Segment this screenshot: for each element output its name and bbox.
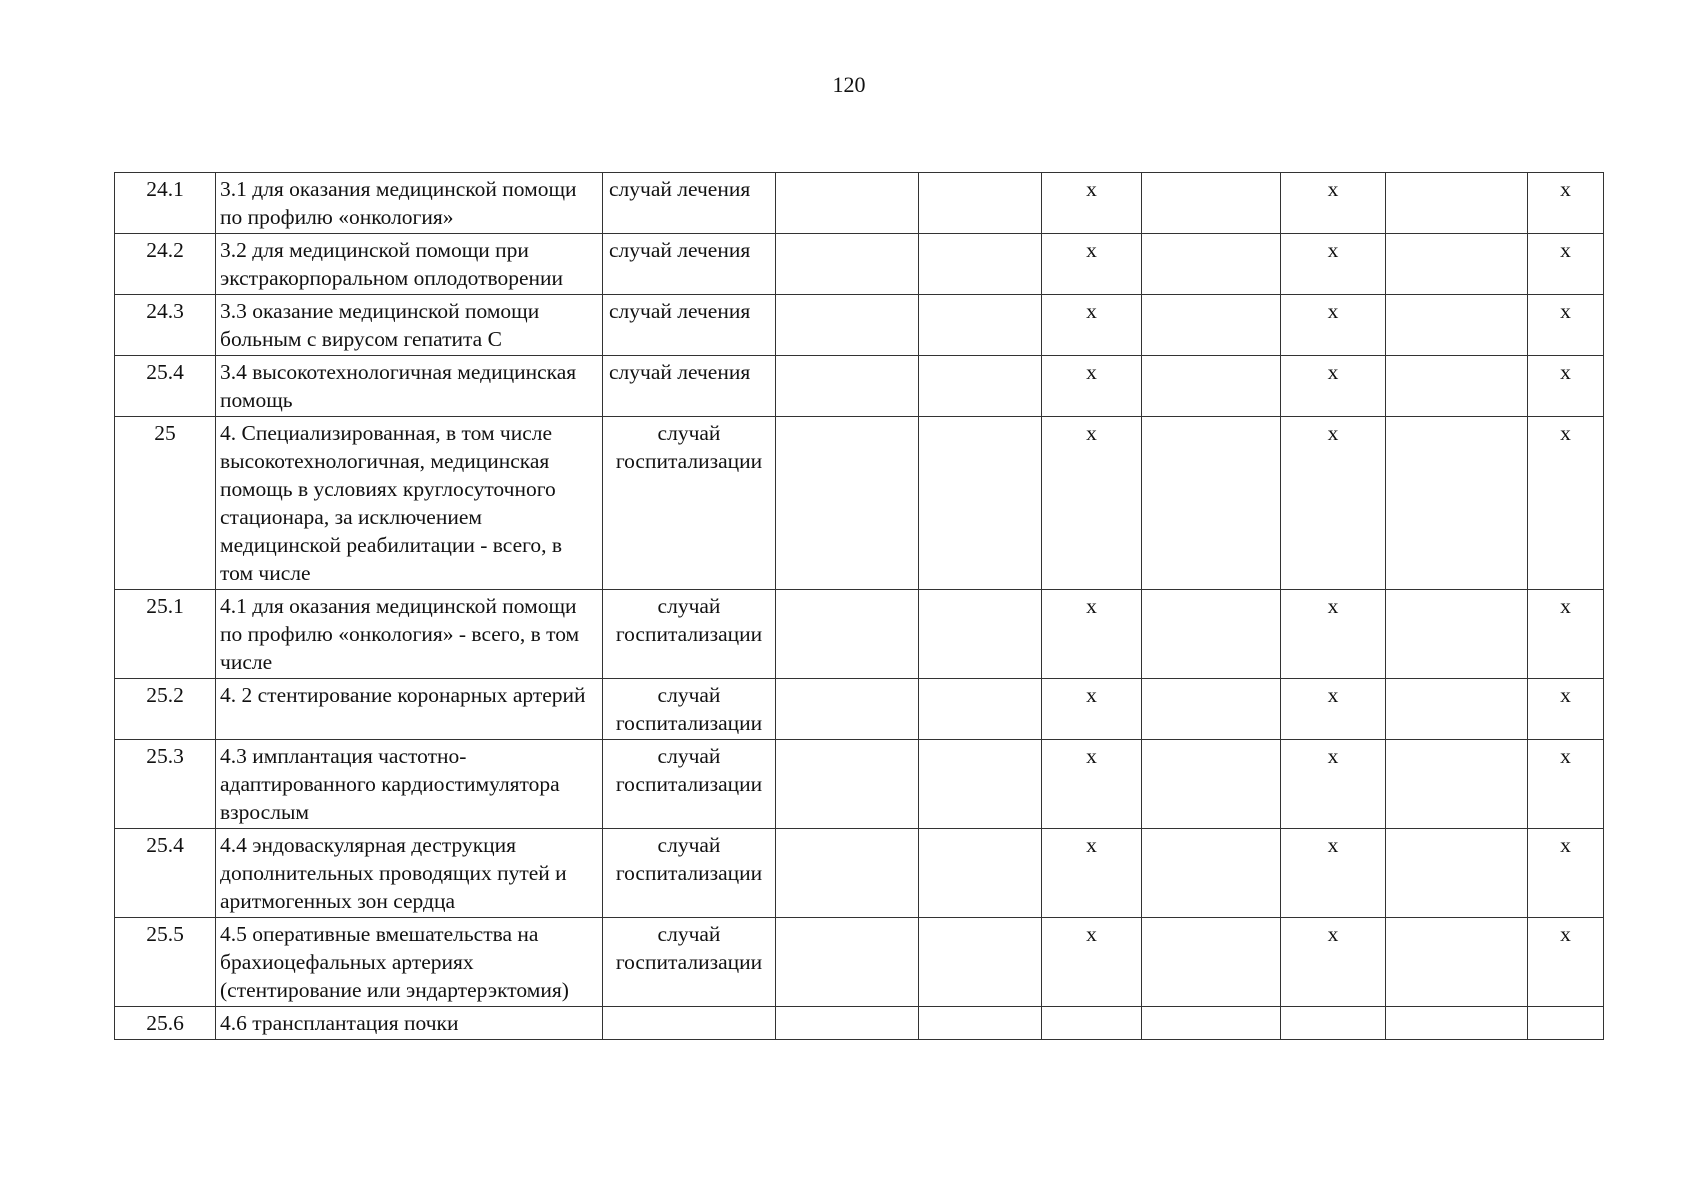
value-cell-10: х (1528, 740, 1604, 829)
value-cell-5 (919, 829, 1042, 918)
value-cell-10: х (1528, 918, 1604, 1007)
value-cell-9 (1386, 740, 1528, 829)
value-cell-7 (1142, 679, 1281, 740)
value-cell-9 (1386, 173, 1528, 234)
value-cell-5 (919, 417, 1042, 590)
unit-cell: случай лечения (603, 356, 776, 417)
unit-cell: случай госпитализации (603, 829, 776, 918)
value-cell-10: х (1528, 173, 1604, 234)
unit-cell: случай госпитализации (603, 740, 776, 829)
value-cell-10 (1528, 1007, 1604, 1040)
value-cell-5 (919, 234, 1042, 295)
value-cell-5 (919, 295, 1042, 356)
row-name-cell: 3.4 высокотехнологичная медицинская помощь (216, 356, 603, 417)
row-number-cell: 25.5 (115, 918, 216, 1007)
value-cell-8: х (1281, 740, 1386, 829)
page-number: 120 (832, 72, 866, 97)
value-cell-6: х (1042, 679, 1142, 740)
value-cell-7 (1142, 356, 1281, 417)
row-number-cell: 25 (115, 417, 216, 590)
value-cell-4 (776, 356, 919, 417)
unit-cell: случай госпитализации (603, 918, 776, 1007)
value-cell-10: х (1528, 590, 1604, 679)
value-cell-8: х (1281, 679, 1386, 740)
value-cell-6: х (1042, 918, 1142, 1007)
value-cell-7 (1142, 590, 1281, 679)
row-name-cell: 4. Специализированная, в том числе высокотехнологичная, медицинская помощь в условиях круглосуточного стационара, за исключением медицинской реабилитации - всего, в том числе (216, 417, 603, 590)
value-cell-5 (919, 173, 1042, 234)
value-cell-6: х (1042, 417, 1142, 590)
unit-cell: случай госпитализации (603, 679, 776, 740)
value-cell-9 (1386, 356, 1528, 417)
row-number-cell: 25.6 (115, 1007, 216, 1040)
unit-cell: случай лечения (603, 173, 776, 234)
table-row (115, 918, 1604, 1007)
value-cell-5 (919, 918, 1042, 1007)
value-cell-4 (776, 679, 919, 740)
value-cell-7 (1142, 918, 1281, 1007)
value-cell-9 (1386, 234, 1528, 295)
table-row (115, 417, 1604, 590)
value-cell-7 (1142, 173, 1281, 234)
row-name-cell: 3.3 оказание медицинской помощи больным с вирусом гепатита С (216, 295, 603, 356)
unit-cell: случай госпитализации (603, 417, 776, 590)
value-cell-10: х (1528, 679, 1604, 740)
row-number-cell: 25.4 (115, 356, 216, 417)
value-cell-8: х (1281, 234, 1386, 295)
row-number-cell: 25.4 (115, 829, 216, 918)
value-cell-9 (1386, 1007, 1528, 1040)
value-cell-8: х (1281, 356, 1386, 417)
value-cell-6: х (1042, 173, 1142, 234)
table-row (115, 1007, 1604, 1040)
row-name-cell: 4.6 трансплантация почки (216, 1007, 603, 1040)
data-table (114, 172, 1604, 1040)
value-cell-8 (1281, 1007, 1386, 1040)
value-cell-6: х (1042, 740, 1142, 829)
value-cell-5 (919, 590, 1042, 679)
table-row (115, 173, 1604, 234)
value-cell-7 (1142, 295, 1281, 356)
table-row (115, 234, 1604, 295)
value-cell-8: х (1281, 295, 1386, 356)
row-name-cell: 4.4 эндоваскулярная деструкция дополнительных проводящих путей и аритмогенных зон сердца (216, 829, 603, 918)
table-row (115, 679, 1604, 740)
value-cell-9 (1386, 679, 1528, 740)
row-name-cell: 3.2 для медицинской помощи при экстракорпоральном оплодотворении (216, 234, 603, 295)
row-name-cell: 4.3 имплантация частотно-адаптированного кардиостимулятора взрослым (216, 740, 603, 829)
value-cell-5 (919, 356, 1042, 417)
value-cell-7 (1142, 1007, 1281, 1040)
unit-cell: случай госпитализации (603, 590, 776, 679)
value-cell-4 (776, 918, 919, 1007)
value-cell-6: х (1042, 295, 1142, 356)
unit-cell: случай лечения (603, 295, 776, 356)
row-number-cell: 24.2 (115, 234, 216, 295)
value-cell-4 (776, 417, 919, 590)
value-cell-4 (776, 234, 919, 295)
value-cell-8: х (1281, 173, 1386, 234)
value-cell-4 (776, 173, 919, 234)
value-cell-4 (776, 295, 919, 356)
table-row (115, 295, 1604, 356)
value-cell-7 (1142, 234, 1281, 295)
value-cell-7 (1142, 417, 1281, 590)
table-row (115, 740, 1604, 829)
value-cell-7 (1142, 829, 1281, 918)
row-name-cell: 4.1 для оказания медицинской помощи по профилю «онкология» - всего, в том числе (216, 590, 603, 679)
row-name-cell: 3.1 для оказания медицинской помощи по профилю «онкология» (216, 173, 603, 234)
value-cell-4 (776, 1007, 919, 1040)
row-number-cell: 25.1 (115, 590, 216, 679)
value-cell-6: х (1042, 234, 1142, 295)
row-name-cell: 4. 2 стентирование коронарных артерий (216, 679, 603, 740)
value-cell-6: х (1042, 590, 1142, 679)
row-number-cell: 25.2 (115, 679, 216, 740)
row-number-cell: 25.3 (115, 740, 216, 829)
value-cell-10: х (1528, 234, 1604, 295)
value-cell-6: х (1042, 356, 1142, 417)
value-cell-8: х (1281, 590, 1386, 679)
value-cell-8: х (1281, 417, 1386, 590)
row-number-cell: 24.1 (115, 173, 216, 234)
row-number-cell: 24.3 (115, 295, 216, 356)
row-name-cell: 4.5 оперативные вмешательства на брахиоцефальных артериях (стентирование или эндартерэктомия) (216, 918, 603, 1007)
value-cell-8: х (1281, 829, 1386, 918)
value-cell-5 (919, 740, 1042, 829)
value-cell-4 (776, 590, 919, 679)
value-cell-7 (1142, 740, 1281, 829)
value-cell-9 (1386, 295, 1528, 356)
value-cell-4 (776, 740, 919, 829)
value-cell-8: х (1281, 918, 1386, 1007)
table-body (115, 173, 1604, 1040)
value-cell-10: х (1528, 417, 1604, 590)
unit-cell (603, 1007, 776, 1040)
value-cell-9 (1386, 918, 1528, 1007)
value-cell-5 (919, 1007, 1042, 1040)
table-row (115, 829, 1604, 918)
unit-cell: случай лечения (603, 234, 776, 295)
value-cell-10: х (1528, 295, 1604, 356)
table-row (115, 590, 1604, 679)
value-cell-6: х (1042, 829, 1142, 918)
value-cell-9 (1386, 417, 1528, 590)
table-row (115, 356, 1604, 417)
value-cell-9 (1386, 590, 1528, 679)
value-cell-4 (776, 829, 919, 918)
value-cell-5 (919, 679, 1042, 740)
value-cell-6 (1042, 1007, 1142, 1040)
value-cell-10: х (1528, 829, 1604, 918)
value-cell-10: х (1528, 356, 1604, 417)
value-cell-9 (1386, 829, 1528, 918)
